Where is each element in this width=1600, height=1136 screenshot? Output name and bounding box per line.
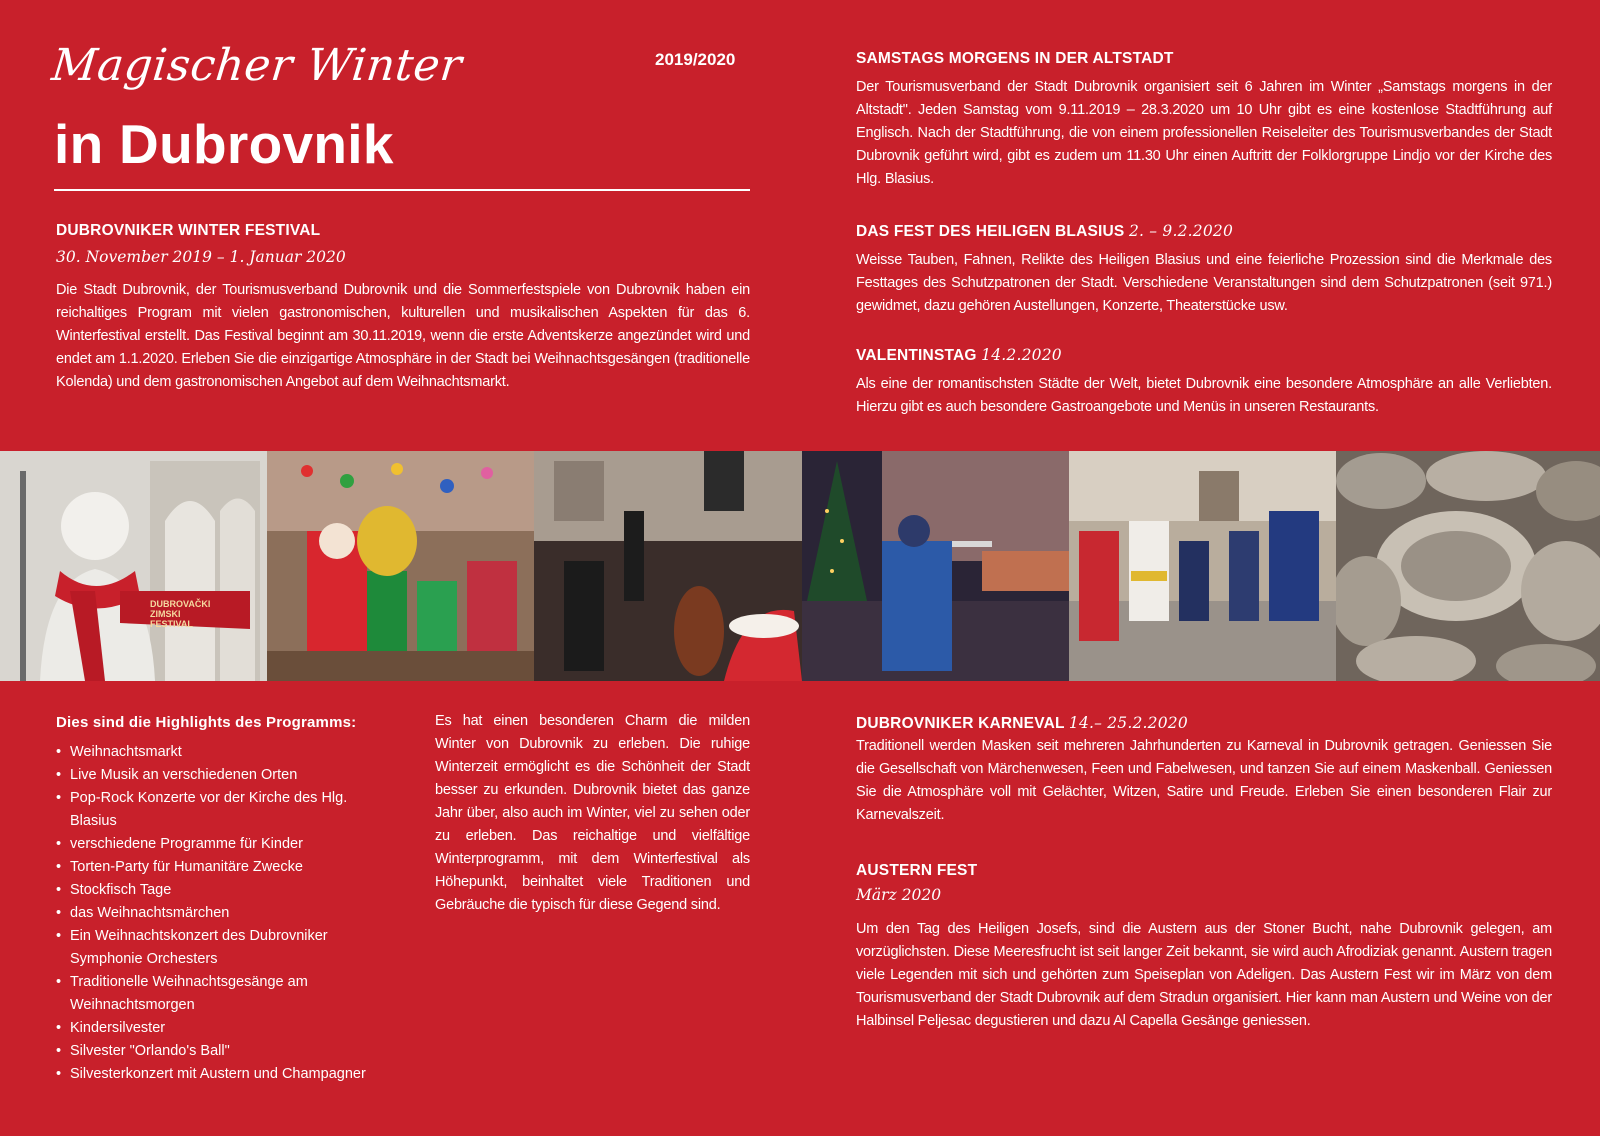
photo-orchestra <box>534 451 802 681</box>
scarf-text-line-2: ZIMSKI <box>150 609 181 619</box>
list-item: • Torten-Party für Humanitäre Zwecke <box>56 856 396 879</box>
winter-festival-text: Die Stadt Dubrovnik, der Tourismusverband Dubrovnik und die Sommerfestspiele von Dubrovnik haben ein reichaltiges Program mit vielen gastronomischen, kulturellen und musikalischen Aspekten für das 6. Winterfestival erstellt. Das Festival beginnt am 30.11.2019, wenn die erste Adventskerze angezündet wird und endet am 1.1.2020. Erleben Sie die einzigartige Atmosphäre in der Stadt bei Weihnachtsgesängen (traditionelle Kolenda) und dem gastronomischen Angebot auf dem Weihnachtsmarkt. <box>56 282 750 390</box>
valentin-dates: 14.2.2020 <box>981 346 1062 364</box>
list-item: • das Weihnachtsmärchen <box>56 902 396 925</box>
highlights-heading: Dies sind die Highlights des Programms: <box>56 714 357 731</box>
karneval-text: Traditionell werden Masken seit mehreren Jahrhunderten zu Karneval in Dubrovnik getragen. Geniessen Sie die Gesellschaft von Märchenwesen, Feen und Fabelwesen, und tanzen Sie auf einem Maskenball. Geniessen Sie die Atmosphäre voll mit Gelächter, Witzen, Satire und Freude. Erleben Sie einen besonderen Flair zur Karnevalszeit. <box>856 738 1552 823</box>
valentin-heading <box>856 346 1552 365</box>
main-title: in Dubrovnik <box>54 113 394 175</box>
blasius-section <box>856 222 1552 318</box>
karneval-dates: 14.– 25.2.2020 <box>1068 714 1188 732</box>
list-item: • Ein Weihnachtskonzert des Dubrovniker Symphonie Orchesters <box>56 925 396 971</box>
austern-dates: März 2020 <box>856 886 942 904</box>
valentin-text: Als eine der romantischsten Städte der Welt, bietet Dubrovnik eine besondere Atmosphäre an alle Verliebten. Hierzu gibt es auch besondere Gastroangebote und Menüs in unseren Restaurants. <box>856 376 1552 415</box>
highlights-list <box>56 741 396 1086</box>
list-item: • Stockfisch Tage <box>56 879 396 902</box>
photo-santa-party <box>267 451 534 681</box>
photo-oysters <box>1336 451 1600 681</box>
samstags-text: Der Tourismusverband der Stadt Dubrovnik organisiert seit 6 Jahren im Winter „Samstags morgens in der Altstadt". Jeden Samstag vom 9.11.2019 – 28.3.2020 um 10 Uhr gibt es eine kostenlose Stadtführung auf Englisch. Nach der Stadtführung, die von einem professionellen Reiseleiter des Tourismusverbandes der Stadt Dubrovnik geführt wird, gibt es zudem um 11.30 Uhr einen Auftritt der Folklorgruppe Lindjo vor der Kirche des Hlg. Blasius. <box>856 79 1552 187</box>
austern-section <box>856 862 1552 1033</box>
list-item: • Pop-Rock Konzerte vor der Kirche des Hlg. Blasius <box>56 787 396 833</box>
charm-text: Es hat einen besonderen Charm die milden Winter von Dubrovnik zu erleben. Die ruhige Winterzeit ermöglicht es die Schönheit der Stadt besser zu erkunden. Dubrovnik bietet das ganze Jahr über, also auch im Winter, viel zu sehen oder zu erleben. Das reichaltige und vielfältige Winterprogramm, mit dem Winterfestival als Höhepunkt, beinhaltet viele Traditionen und Gebräuche die typisch für diese Gegend sind. <box>435 713 750 913</box>
blasius-heading <box>856 222 1552 241</box>
list-item: • verschiedene Programme für Kinder <box>56 833 396 856</box>
photo-concert <box>802 451 1069 681</box>
scarf-text-line-1: DUBROVAČKI <box>150 599 211 609</box>
blasius-title: DAS FEST DES HEILIGEN BLASIUS <box>856 223 1125 240</box>
blasius-dates: 2. – 9.2.2020 <box>1128 222 1234 240</box>
winter-festival-section <box>56 222 750 394</box>
scarf-text-line-3: FESTIVAL <box>150 619 193 629</box>
title-divider <box>54 189 750 191</box>
winter-festival-heading: DUBROVNIKER WINTER FESTIVAL <box>56 222 321 239</box>
valentin-section <box>856 346 1552 419</box>
karneval-section <box>856 714 1552 827</box>
photo-statue-scarf <box>0 451 267 681</box>
script-title: Magischer Winter <box>49 40 465 91</box>
karneval-title: DUBROVNIKER KARNEVAL <box>856 715 1065 732</box>
valentin-title: VALENTINSTAG <box>856 347 977 364</box>
winter-festival-dates: 30. November 2019 – 1. Januar 2020 <box>56 248 346 266</box>
austern-text: Um den Tag des Heiligen Josefs, sind die Austern aus der Stoner Bucht, nahe Dubrovnik gelegen, am vorzüglichsten. Diese Meeresfrucht ist seit langer Zeit bekannt, sie wird auch Afrodiziak genannt. Austern tragen viele Legenden mit sich und gehörten zum Speiseplan von Adeligen. Das Austern Fest wir im März von dem Tourismusverband der Stadt Dubrovnik auf dem Stradun organisiert. Hier kann man Austern und Weine von der Halbinsel Peljesac degustieren und dazu Al Capella Gesänge geniessen. <box>856 921 1552 1029</box>
list-item: • Weihnachtsmarkt <box>56 741 396 764</box>
samstags-heading: SAMSTAGS MORGENS IN DER ALTSTADT <box>856 50 1174 67</box>
season-year: 2019/2020 <box>655 50 736 69</box>
list-item: • Traditionelle Weihnachtsgesänge am Weihnachtsmorgen <box>56 971 396 1017</box>
list-item: • Silvesterkonzert mit Austern und Champagner <box>56 1063 396 1086</box>
photo-folk-dance <box>1069 451 1336 681</box>
blasius-text: Weisse Tauben, Fahnen, Relikte des Heiligen Blasius und eine feierliche Prozession sind die Merkmale des Festtages des Schutzpatronen der Stadt. Verschiedene Veranstaltungen sind dem Schutzpatronen (seit 971.) gewidmet, dazu gehören Austellungen, Konzerte, Theaterstücke usw. <box>856 252 1552 314</box>
list-item: • Silvester "Orlando's Ball" <box>56 1040 396 1063</box>
photo-strip <box>0 451 1600 681</box>
highlights-section <box>56 714 396 1086</box>
list-item: • Kindersilvester <box>56 1017 396 1040</box>
scarf-text <box>150 599 210 629</box>
charm-section <box>435 700 750 917</box>
austern-heading: AUSTERN FEST <box>856 862 978 879</box>
karneval-heading <box>856 714 1552 733</box>
samstags-section <box>856 50 1552 191</box>
list-item: • Live Musik an verschiedenen Orten <box>56 764 396 787</box>
